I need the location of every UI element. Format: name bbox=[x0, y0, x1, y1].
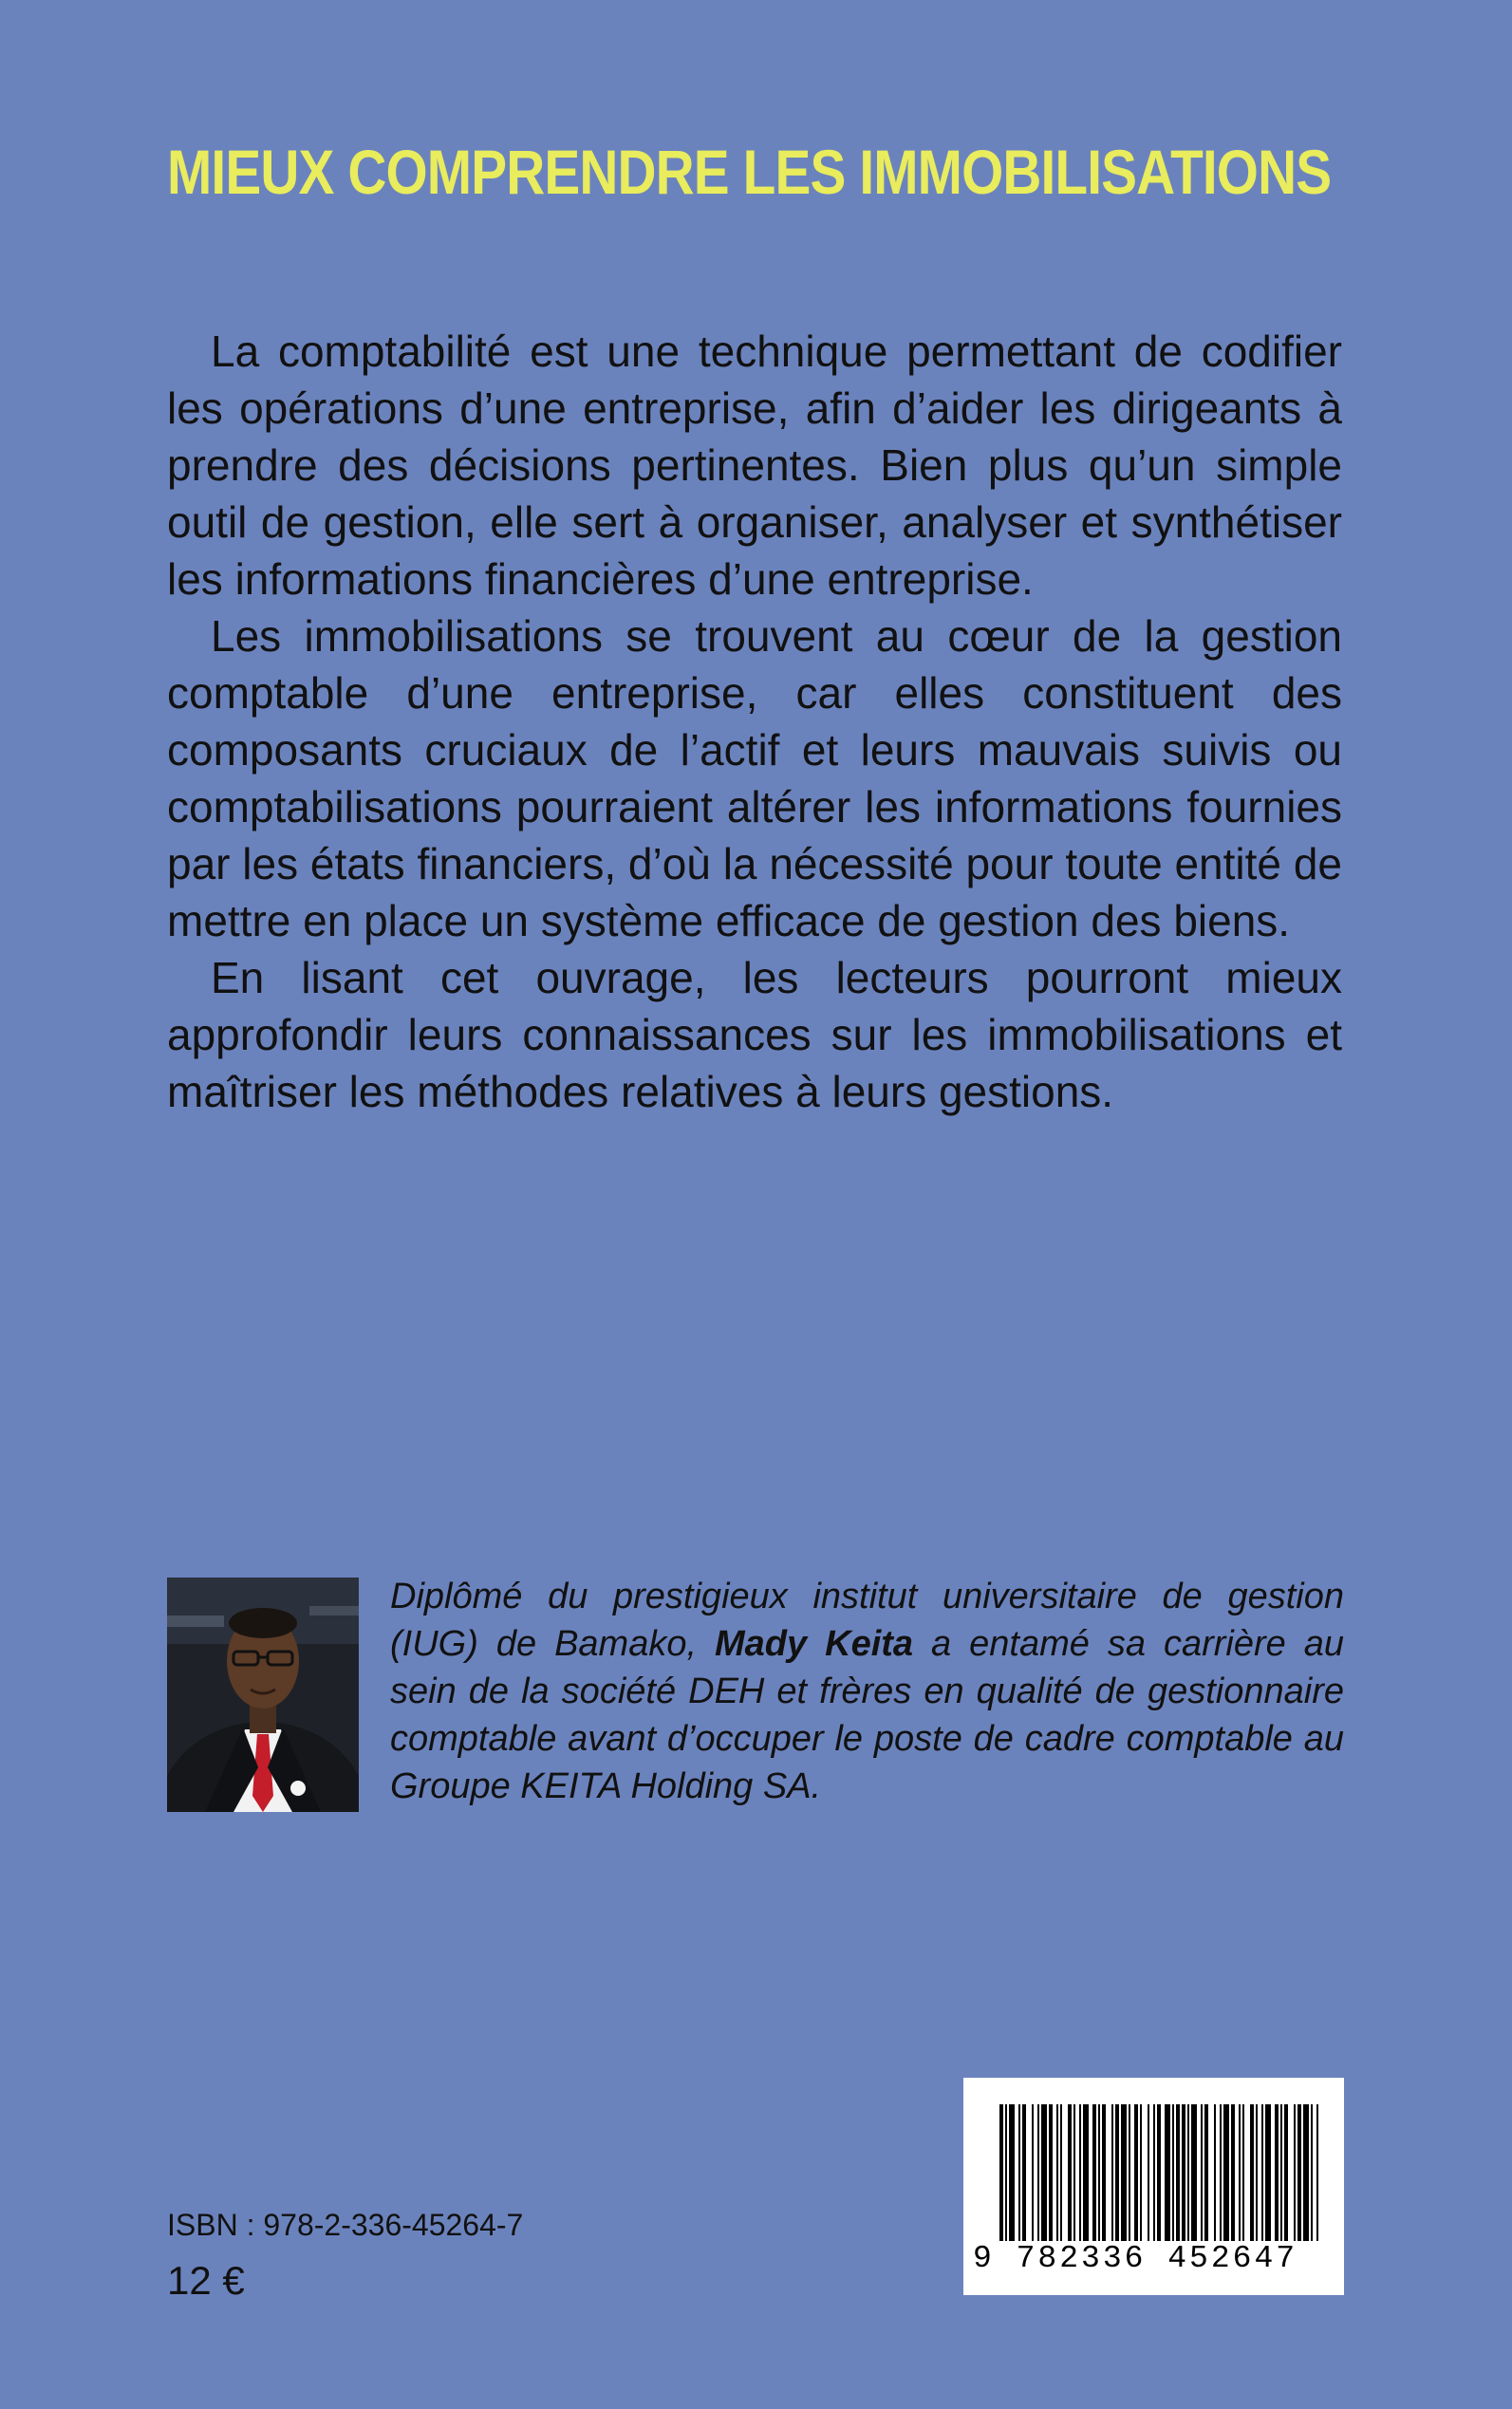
barcode-bar bbox=[1098, 2104, 1100, 2241]
barcode-bar bbox=[1250, 2104, 1254, 2241]
barcode-bar bbox=[1275, 2104, 1279, 2241]
author-biography bbox=[390, 1573, 1344, 1810]
barcode-bar bbox=[1079, 2104, 1081, 2241]
barcode-bar bbox=[1204, 2104, 1208, 2241]
barcode-bar bbox=[1148, 2104, 1149, 2241]
barcode-bar bbox=[1231, 2104, 1235, 2241]
barcode-bar bbox=[1056, 2104, 1058, 2241]
book-title: MIEUX COMPRENDRE LES IMMOBILISATIONS bbox=[167, 137, 1332, 207]
barcode-bar bbox=[1280, 2104, 1282, 2241]
barcode-bar bbox=[1223, 2104, 1229, 2241]
author-photo bbox=[167, 1578, 359, 1812]
barcode-bar bbox=[1129, 2104, 1130, 2241]
barcode-bar bbox=[999, 2104, 1003, 2241]
author-name: Mady Keita bbox=[715, 1624, 914, 1664]
price: 12 € bbox=[167, 2258, 245, 2303]
barcode-bar bbox=[1172, 2104, 1174, 2241]
barcode-bar bbox=[1037, 2104, 1039, 2241]
barcode-bar bbox=[1060, 2104, 1062, 2241]
blurb-paragraph-3: En lisant cet ouvrage, les lecteurs pourront mieux approfondir leurs connaissances sur les immobilisations et maîtriser les méthodes relatives à leurs gestions. bbox=[167, 953, 1342, 1116]
barcode-bar bbox=[1157, 2104, 1161, 2241]
barcode-bar bbox=[1022, 2104, 1026, 2241]
barcode-bar bbox=[1073, 2104, 1075, 2241]
barcode-bar bbox=[1009, 2104, 1015, 2241]
barcode-digits: 9 782336 452647 bbox=[973, 2241, 1298, 2276]
barcode-bar bbox=[1220, 2104, 1222, 2241]
author-bio-intro: Diplômé du prestigieux institut universitaire de gestion (IUG) de Bamako, bbox=[390, 1577, 1344, 1664]
barcode-bar bbox=[1284, 2104, 1288, 2241]
barcode-bar bbox=[1165, 2104, 1170, 2241]
barcode-bar bbox=[1068, 2104, 1072, 2241]
barcode-bar bbox=[1182, 2104, 1185, 2241]
barcode bbox=[963, 2078, 1344, 2295]
barcode-bar bbox=[1256, 2104, 1258, 2241]
barcode-bar bbox=[1201, 2104, 1203, 2241]
barcode-bar bbox=[1297, 2104, 1301, 2241]
author-portrait-icon bbox=[167, 1578, 359, 1812]
barcode-bar bbox=[1176, 2104, 1180, 2241]
blurb-paragraph-2: Les immobilisations se trouvent au cœur de la gestion comptable d’une entreprise, car elles constituent des composants cruciaux de l’actif et leurs mauvais suivis ou comptabilisations pourraient altérer les informations fournies par les états financiers, d’où la nécessité pour toute entité de mettre en place un système efficace de gestion des biens. bbox=[167, 611, 1342, 945]
barcode-bar bbox=[1242, 2104, 1244, 2241]
barcode-bar bbox=[1102, 2104, 1106, 2241]
barcode-bar bbox=[1083, 2104, 1089, 2241]
barcode-bar bbox=[1092, 2104, 1096, 2241]
barcode-bar bbox=[1311, 2104, 1313, 2241]
barcode-bar bbox=[1134, 2104, 1138, 2241]
barcode-bar bbox=[1239, 2104, 1241, 2241]
barcode-bar bbox=[1294, 2104, 1296, 2241]
barcode-bar bbox=[1191, 2104, 1197, 2241]
barcode-bar bbox=[1140, 2104, 1142, 2241]
back-cover-blurb bbox=[167, 323, 1342, 1120]
barcode-bar bbox=[1153, 2104, 1155, 2241]
barcode-bar bbox=[1303, 2104, 1309, 2241]
blurb-paragraph-1: La comptabilité est une technique permettant de codifier les opérations d’une entreprise, afin d’aider les dirigeants à prendre des décisions pertinentes. Bien plus qu’un simple outil de gestion, elle sert à organiser, analyser et synthétiser les informations financières d’une entreprise. bbox=[167, 327, 1342, 604]
barcode-bar bbox=[1265, 2104, 1271, 2241]
barcode-bar bbox=[1111, 2104, 1113, 2241]
barcode-bar bbox=[1316, 2104, 1318, 2241]
author-bio-career: a entamé sa carrière au sein de la société DEH et frères en qualité de gestionnaire comptable avant d’occuper le poste de cadre comptable au Groupe KEITA Holding SA. bbox=[390, 1624, 1344, 1806]
barcode-bar bbox=[1261, 2104, 1263, 2241]
barcode-bar bbox=[1032, 2104, 1034, 2241]
barcode-bar bbox=[1187, 2104, 1189, 2241]
barcode-bars-icon bbox=[999, 2104, 1318, 2241]
barcode-bar bbox=[1018, 2104, 1020, 2241]
isbn: ISBN : 978-2-336-45264-7 bbox=[167, 2208, 524, 2242]
barcode-bar bbox=[1121, 2104, 1127, 2241]
barcode-bar bbox=[1115, 2104, 1119, 2241]
barcode-bar bbox=[1041, 2104, 1047, 2241]
barcode-bar bbox=[1049, 2104, 1053, 2241]
barcode-bar bbox=[1005, 2104, 1007, 2241]
barcode-bar bbox=[1214, 2104, 1216, 2241]
